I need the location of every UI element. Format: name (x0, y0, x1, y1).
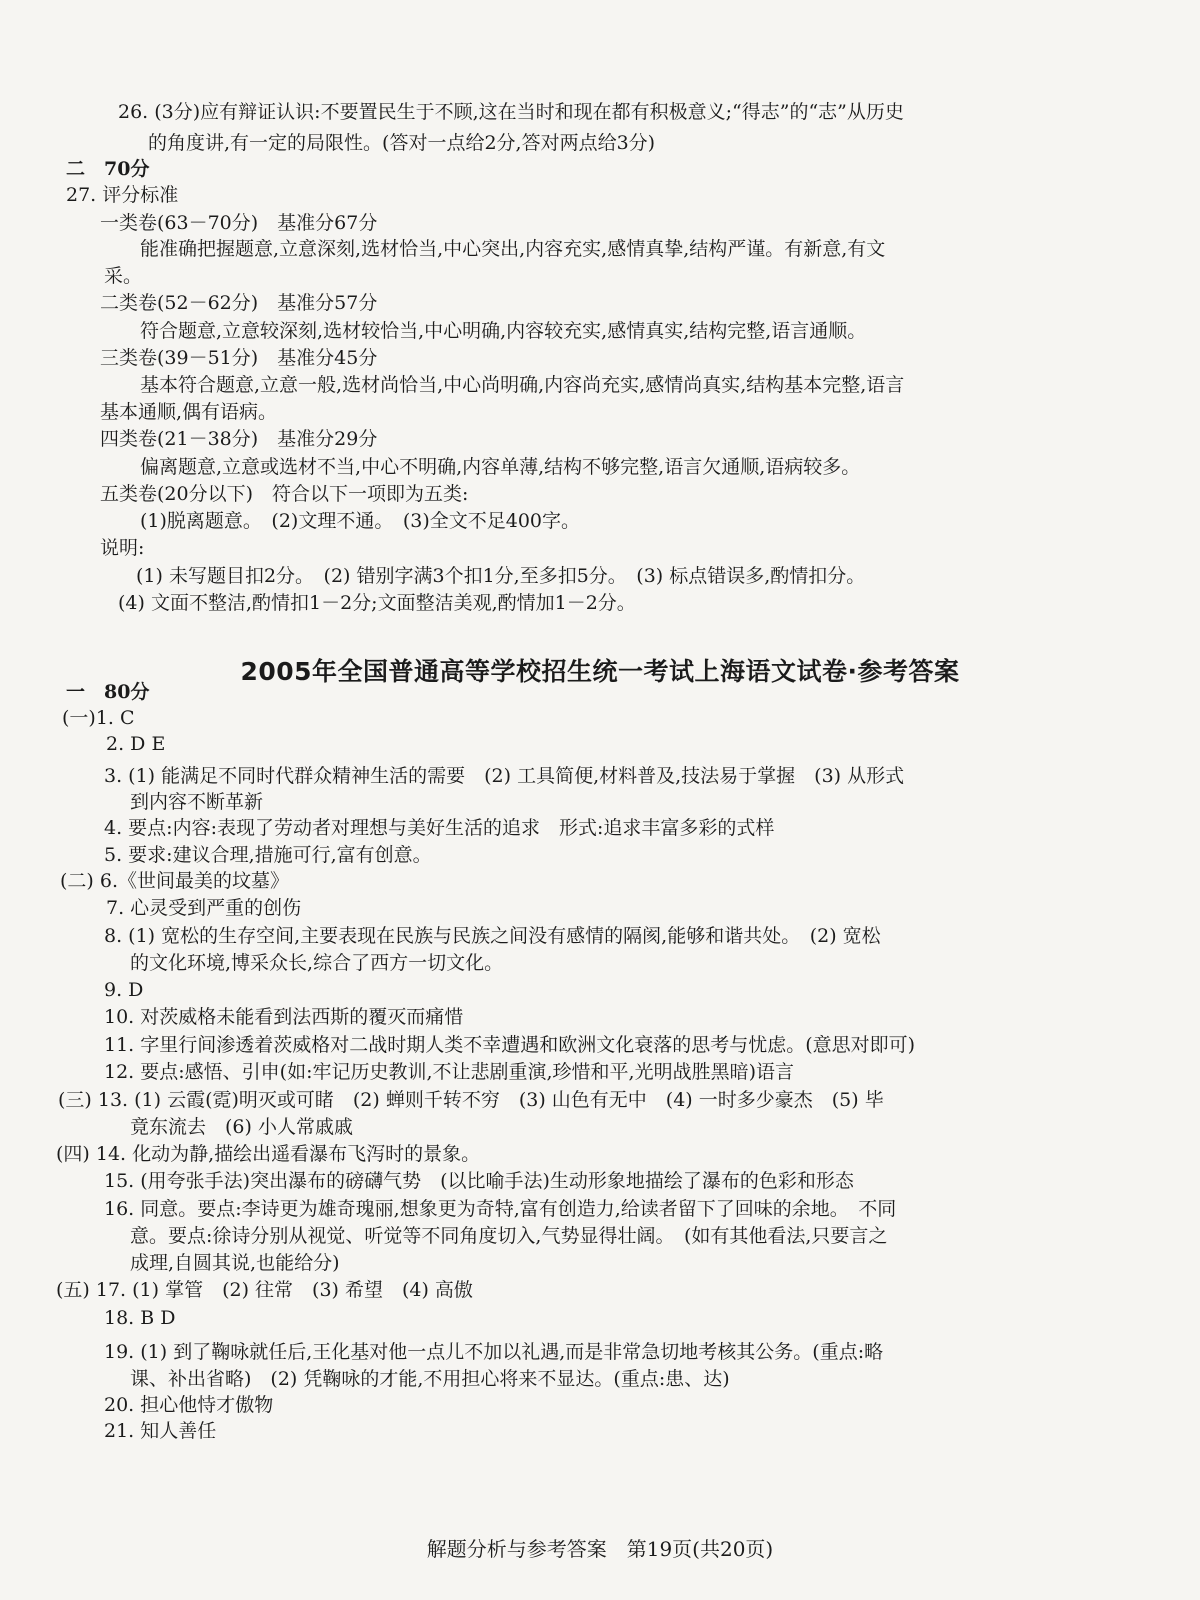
answer-8-line2: 的文化环境,博采众长,综合了西方一切文化。 (130, 952, 504, 974)
grade-5-heading: 五类卷(20分以下) 符合以下一项即为五类: (100, 483, 469, 505)
grade-1-line1: 能准确把握题意,立意深刻,选材恰当,中心突出,内容充实,感情真挚,结构严谨。有新意,有文 (140, 238, 886, 260)
answer-7: 7. 心灵受到严重的创伤 (106, 897, 302, 919)
answer-3-line2: 到内容不断革新 (130, 791, 264, 813)
answer-10: 10. 对茨威格未能看到法西斯的覆灭而痛惜 (104, 1006, 464, 1028)
page-footer: 解题分析与参考答案 第19页(共20页) (426, 1537, 774, 1561)
notes-line2: (4) 文面不整洁,酌情扣1－2分;文面整洁美观,酌情加1－2分。 (118, 592, 636, 614)
answer-21: 21. 知人善任 (104, 1420, 217, 1442)
section-heading-2: 二 70分 (66, 158, 150, 180)
answer-19-line2: 课、补出省略) (2) 凭鞠咏的才能,不用担心将来不显达。(重点:患、达) (130, 1368, 730, 1390)
grade-2-line1: 符合题意,立意较深刻,选材较恰当,中心明确,内容较充实,感情真实,结构完整,语言通顺。 (140, 320, 867, 342)
answer-26-line2: 的角度讲,有一定的局限性。(答对一点给2分,答对两点给3分) (148, 132, 656, 154)
answer-27-heading: 27. 评分标准 (66, 184, 179, 206)
grade-4-line1: 偏离题意,立意或选材不当,中心不明确,内容单薄,结构不够完整,语言欠通顺,语病较多。 (140, 456, 861, 478)
answer-12: 12. 要点:感悟、引申(如:牢记历史教训,不让悲剧重演,珍惜和平,光明战胜黑暗)语言 (104, 1061, 795, 1083)
answer-9: 9. D (104, 979, 144, 1001)
answer-11: 11. 字里行间渗透着茨威格对二战时期人类不幸遭遇和欧洲文化衰落的思考与忧虑。(意思对即可) (104, 1034, 916, 1056)
answer-13-line2: 竟东流去 (6) 小人常戚戚 (130, 1116, 353, 1138)
grade-3-heading: 三类卷(39－51分) 基准分45分 (100, 347, 378, 369)
answer-26-line1: 26. (3分)应有辩证认识:不要置民生于不顾,这在当时和现在都有积极意义;“得志”的“志”从历史 (118, 101, 904, 123)
grade-5-line1: (1)脱离题意。 (2)文理不通。 (3)全文不足400字。 (140, 510, 581, 532)
answer-14: (四) 14. 化动为静,描绘出遥看瀑布飞泻时的景象。 (56, 1143, 481, 1165)
answer-2: 2. D E (106, 733, 166, 755)
answer-15: 15. (用夸张手法)突出瀑布的磅礴气势 (以比喻手法)生动形象地描绘了瀑布的色彩和形态 (104, 1170, 854, 1192)
answer-8-line1: 8. (1) 宽松的生存空间,主要表现在民族与民族之间没有感情的隔阂,能够和谐共处。 (2) 宽松 (104, 925, 881, 947)
answer-16-line1: 16. 同意。要点:李诗更为雄奇瑰丽,想象更为奇特,富有创造力,给读者留下了回味的余地。 不同 (104, 1198, 897, 1220)
answer-13-line1: (三) 13. (1) 云霞(霓)明灭或可睹 (2) 蝉则千转不穷 (3) 山色有无中 (4) 一时多少豪杰 (5) 毕 (58, 1089, 884, 1111)
grade-3-line1: 基本符合题意,立意一般,选材尚恰当,中心尚明确,内容尚充实,感情尚真实,结构基本完整,语言 (140, 374, 905, 396)
answer-6: (二) 6.《世间最美的坟墓》 (60, 870, 289, 892)
answer-17: (五) 17. (1) 掌管 (2) 往常 (3) 希望 (4) 高傲 (56, 1279, 473, 1301)
answer-16-line2: 意。要点:徐诗分别从视觉、听觉等不同角度切入,气势显得壮阔。 (如有其他看法,只要言之 (130, 1225, 888, 1247)
answer-18: 18. B D (104, 1307, 176, 1329)
page-title: 2005年全国普通高等学校招生统一考试上海语文试卷·参考答案 (240, 657, 960, 686)
grade-3-line2: 基本通顺,偶有语病。 (100, 401, 278, 423)
answer-20: 20. 担心他恃才傲物 (104, 1394, 274, 1416)
section-heading-1: 一 80分 (66, 681, 150, 703)
answer-19-line1: 19. (1) 到了鞠咏就任后,王化基对他一点儿不加以礼遇,而是非常急切地考核其公务。(重点:略 (104, 1341, 884, 1363)
answer-4: 4. 要点:内容:表现了劳动者对理想与美好生活的追求 形式:追求丰富多彩的式样 (104, 817, 775, 839)
grade-1-line2: 采。 (104, 265, 143, 287)
answer-1: (一)1. C (62, 707, 135, 729)
grade-1-heading: 一类卷(63－70分) 基准分67分 (100, 212, 378, 234)
answer-5: 5. 要求:建议合理,措施可行,富有创意。 (104, 844, 432, 866)
grade-4-heading: 四类卷(21－38分) 基准分29分 (100, 428, 378, 450)
notes-line1: (1) 未写题目扣2分。 (2) 错别字满3个扣1分,至多扣5分。 (3) 标点错误多,酌情扣分。 (136, 565, 866, 587)
notes-heading: 说明: (100, 537, 145, 559)
answer-16-line3: 成理,自圆其说,也能给分) (130, 1252, 340, 1274)
grade-2-heading: 二类卷(52－62分) 基准分57分 (100, 292, 378, 314)
answer-3-line1: 3. (1) 能满足不同时代群众精神生活的需要 (2) 工具简便,材料普及,技法易于掌握 (3) 从形式 (104, 765, 905, 787)
